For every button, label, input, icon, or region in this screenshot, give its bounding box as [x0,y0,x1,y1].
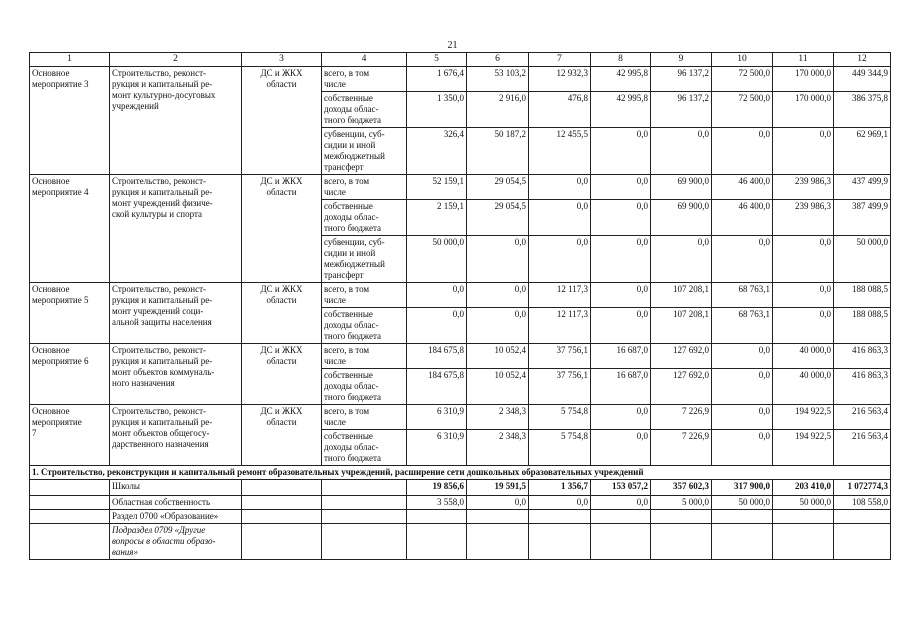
funding-source: всего, в том числе [322,175,407,200]
measure-name: Основное мероприятие 4 [30,175,110,283]
funding-value: 0,0 [712,430,773,466]
funding-value: 29 054,5 [467,175,529,200]
measure-name: Основное мероприятие 6 [30,344,110,405]
schools-value: 19 856,6 [407,480,467,496]
funding-value: 2 348,3 [467,430,529,466]
column-number: 12 [834,53,891,67]
funding-source: собственные доходы облас- тного бюджета [322,200,407,236]
funding-value: 188 088,5 [834,308,891,344]
funding-value: 52 159,1 [407,175,467,200]
funding-value: 0,0 [591,128,651,175]
funding-value: 416 863,3 [834,344,891,369]
schools-row [30,480,891,496]
measure-executor: ДС и ЖКХ области [242,405,322,466]
schools-value: 153 057,2 [591,480,651,496]
measure-row [30,283,891,308]
funding-value: 170 000,0 [773,92,834,128]
funding-value: 386 375,8 [834,92,891,128]
funding-value: 216 563,4 [834,405,891,430]
funding-source: субвенции, суб- сидии и иной межбюджетный трансферт [322,128,407,175]
funding-value: 96 137,2 [651,67,712,92]
funding-value: 0,0 [529,175,591,200]
column-number: 11 [773,53,834,67]
funding-value: 216 563,4 [834,430,891,466]
funding-value: 0,0 [591,283,651,308]
measure-executor: ДС и ЖКХ области [242,283,322,344]
funding-value: 0,0 [591,200,651,236]
funding-value: 42 995,8 [591,92,651,128]
regional-property-row [30,496,891,510]
funding-value: 387 499,9 [834,200,891,236]
measure-description: Строительство, реконст- рукция и капитальный ре- монт учреждений физиче- ской культуры и спорта [110,175,242,283]
funding-value: 10 052,4 [467,369,529,405]
funding-value: 0,0 [591,236,651,283]
funding-source: всего, в том числе [322,67,407,92]
column-number: 8 [591,53,651,67]
funding-value: 42 995,8 [591,67,651,92]
measure-row [30,344,891,369]
funding-value: 0,0 [712,405,773,430]
funding-source: всего, в том числе [322,344,407,369]
funding-value: 0,0 [407,283,467,308]
funding-value: 68 763,1 [712,308,773,344]
funding-value: 0,0 [712,128,773,175]
regional-property-value: 5 000,0 [651,496,712,510]
funding-value: 40 000,0 [773,344,834,369]
funding-value: 127 692,0 [651,344,712,369]
funding-value: 0,0 [467,308,529,344]
funding-value: 0,0 [773,283,834,308]
funding-value: 326,4 [407,128,467,175]
regional-property-value: 0,0 [591,496,651,510]
budget-table [29,52,891,560]
schools-value: 1 072774,3 [834,480,891,496]
funding-value: 194 922,5 [773,405,834,430]
measure-description: Строительство, реконст- рукция и капитальный ре- монт объектов коммуналь- ного назначения [110,344,242,405]
subsection-0709-label: Подраздел 0709 «Другие вопросы в области образо- вания» [110,524,242,560]
funding-value: 188 088,5 [834,283,891,308]
schools-value: 1 356,7 [529,480,591,496]
funding-value: 0,0 [773,128,834,175]
section-0700-label: Раздел 0700 «Образование» [110,510,242,524]
funding-value: 127 692,0 [651,369,712,405]
funding-value: 96 137,2 [651,92,712,128]
funding-value: 69 900,0 [651,200,712,236]
funding-value: 50 000,0 [407,236,467,283]
funding-value: 476,8 [529,92,591,128]
funding-source: собственные доходы облас- тного бюджета [322,430,407,466]
funding-value: 37 756,1 [529,344,591,369]
funding-value: 72 500,0 [712,67,773,92]
column-number: 4 [322,53,407,67]
regional-property-value: 0,0 [529,496,591,510]
measure-executor: ДС и ЖКХ области [242,67,322,175]
funding-value: 12 932,3 [529,67,591,92]
funding-value: 0,0 [591,308,651,344]
funding-value: 184 675,8 [407,344,467,369]
funding-value: 62 969,1 [834,128,891,175]
funding-value: 2 348,3 [467,405,529,430]
funding-value: 0,0 [591,405,651,430]
funding-value: 5 754,8 [529,405,591,430]
funding-value: 0,0 [773,308,834,344]
funding-source: собственные доходы облас- тного бюджета [322,92,407,128]
funding-source: всего, в том числе [322,283,407,308]
regional-property-value: 3 558,0 [407,496,467,510]
measure-row [30,67,891,92]
funding-value: 239 986,3 [773,175,834,200]
funding-value: 0,0 [773,236,834,283]
schools-value: 317 900,0 [712,480,773,496]
schools-value: 357 602,3 [651,480,712,496]
section-0700-row [30,510,891,524]
column-number: 2 [110,53,242,67]
funding-value: 449 344,9 [834,67,891,92]
funding-value: 6 310,9 [407,405,467,430]
column-number: 7 [529,53,591,67]
funding-value: 53 103,2 [467,67,529,92]
funding-value: 0,0 [591,175,651,200]
section-title-row [30,466,891,480]
regional-property-value: 0,0 [467,496,529,510]
funding-value: 2 159,1 [407,200,467,236]
column-number: 9 [651,53,712,67]
measure-description: Строительство, реконст- рукция и капитальный ре- монт культурно-досуговых учреждений [110,67,242,175]
measure-description: Строительство, реконст- рукция и капитальный ре- монт учреждений соци- альной защиты населения [110,283,242,344]
funding-source: собственные доходы облас- тного бюджета [322,369,407,405]
funding-value: 184 675,8 [407,369,467,405]
regional-property-value: 50 000,0 [712,496,773,510]
funding-value: 12 455,5 [529,128,591,175]
funding-value: 107 208,1 [651,308,712,344]
schools-value: 203 410,0 [773,480,834,496]
funding-value: 7 226,9 [651,405,712,430]
funding-value: 1 350,0 [407,92,467,128]
measure-executor: ДС и ЖКХ области [242,344,322,405]
funding-value: 16 687,0 [591,344,651,369]
schools-value: 19 591,5 [467,480,529,496]
funding-value: 437 499,9 [834,175,891,200]
funding-value: 68 763,1 [712,283,773,308]
funding-value: 0,0 [712,344,773,369]
funding-value: 7 226,9 [651,430,712,466]
funding-value: 0,0 [712,369,773,405]
measure-row [30,405,891,430]
funding-value: 0,0 [529,236,591,283]
subsection-0709-row [30,524,891,560]
regional-property-label: Областная собственность [110,496,242,510]
column-number: 5 [407,53,467,67]
schools-label: Школы [110,480,242,496]
measure-row [30,175,891,200]
funding-value: 40 000,0 [773,369,834,405]
funding-value: 0,0 [591,430,651,466]
page-number: 21 [447,40,458,51]
column-number: 1 [30,53,110,67]
funding-value: 170 000,0 [773,67,834,92]
funding-source: всего, в том числе [322,405,407,430]
funding-value: 72 500,0 [712,92,773,128]
funding-value: 239 986,3 [773,200,834,236]
funding-value: 0,0 [651,236,712,283]
funding-value: 37 756,1 [529,369,591,405]
column-number: 6 [467,53,529,67]
funding-value: 10 052,4 [467,344,529,369]
column-number: 3 [242,53,322,67]
column-number-row [30,53,891,67]
funding-value: 50 000,0 [834,236,891,283]
funding-value: 6 310,9 [407,430,467,466]
funding-value: 0,0 [407,308,467,344]
funding-value: 0,0 [712,236,773,283]
funding-value: 29 054,5 [467,200,529,236]
column-number: 10 [712,53,773,67]
funding-value: 0,0 [467,283,529,308]
funding-value: 0,0 [467,236,529,283]
measure-name: Основное мероприятие 5 [30,283,110,344]
funding-value: 69 900,0 [651,175,712,200]
funding-value: 2 916,0 [467,92,529,128]
funding-value: 46 400,0 [712,200,773,236]
funding-value: 0,0 [529,200,591,236]
measure-executor: ДС и ЖКХ области [242,175,322,283]
regional-property-value: 108 558,0 [834,496,891,510]
funding-value: 12 117,3 [529,283,591,308]
funding-value: 107 208,1 [651,283,712,308]
funding-value: 194 922,5 [773,430,834,466]
funding-value: 1 676,4 [407,67,467,92]
funding-value: 12 117,3 [529,308,591,344]
funding-value: 46 400,0 [712,175,773,200]
section-title: 1. Строительство, реконструкция и капитальный ремонт образовательных учреждений, расширение сети дошкольных образовательных учреждений [30,466,891,480]
funding-value: 50 187,2 [467,128,529,175]
funding-value: 0,0 [651,128,712,175]
measure-name: Основное мероприятие 7 [30,405,110,466]
funding-source: собственные доходы облас- тного бюджета [322,308,407,344]
funding-value: 416 863,3 [834,369,891,405]
funding-value: 5 754,8 [529,430,591,466]
measure-name: Основное мероприятие 3 [30,67,110,175]
measure-description: Строительство, реконст- рукция и капитальный ре- монт объектов общегосу- дарственного назначения [110,405,242,466]
regional-property-value: 50 000,0 [773,496,834,510]
funding-value: 16 687,0 [591,369,651,405]
funding-source: субвенции, суб- сидии и иной межбюджетный трансферт [322,236,407,283]
